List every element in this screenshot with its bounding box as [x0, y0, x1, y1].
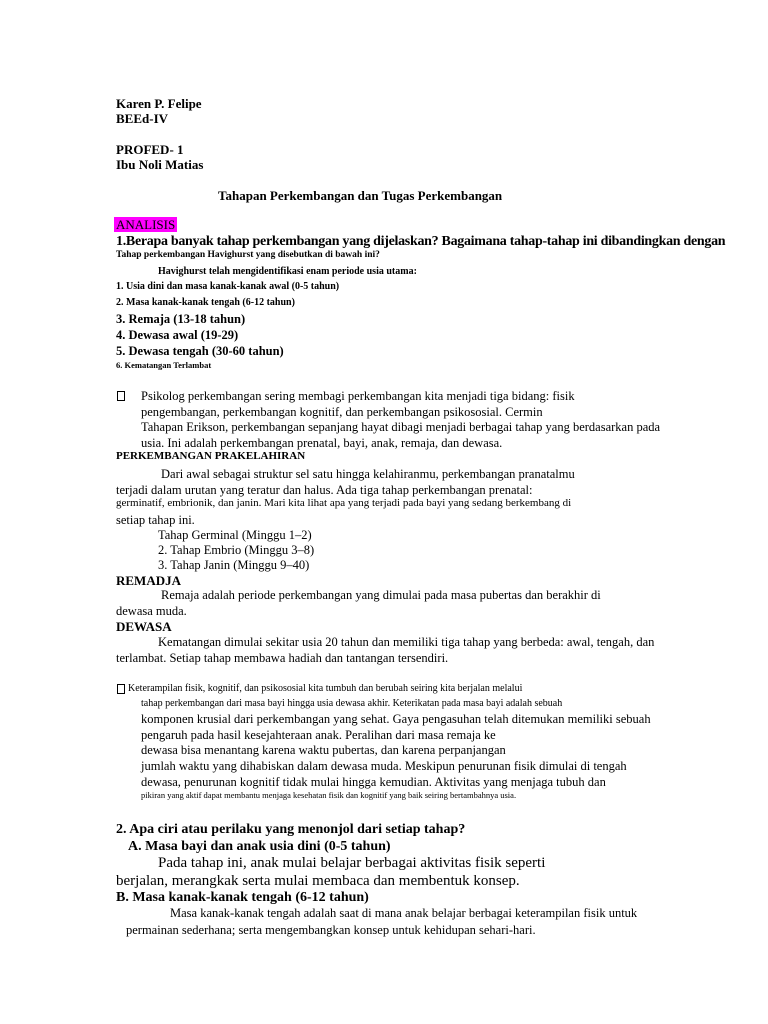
- paragraph-line: permainan sederhana; serta mengembangkan konsep untuk kehidupan sehari-hari.: [126, 923, 536, 937]
- stage-item: 6. Kematangan Terlambat: [116, 360, 212, 370]
- paragraph-line: germinatif, embrionik, dan janin. Mari kita lihat apa yang terjadi pada bayi yang sedang berkembang di: [116, 497, 572, 509]
- paragraph-line: tahap perkembangan dari masa bayi hingga usia dewasa akhir. Keterikatan pada masa bayi adalah sebuah: [141, 698, 563, 709]
- paragraph-line: pengaruh pada hasil kesejahteraan anak. Peralihan dari masa remaja ke: [141, 728, 496, 742]
- question-2: 2. Apa ciri atau perilaku yang menonjol dari setiap tahap?: [116, 822, 466, 837]
- paragraph-line: dewasa muda.: [116, 604, 187, 618]
- section-heading-dewasa: DEWASA: [116, 619, 172, 634]
- paragraph-line: berjalan, merangkak serta mulai membaca dan membentuk konsep.: [116, 873, 520, 889]
- paragraph-line: Pada tahap ini, anak mulai belajar berbagai aktivitas fisik seperti: [158, 855, 546, 871]
- bullet-box-icon: [117, 684, 125, 694]
- stage-item: 2. Masa kanak-kanak tengah (6-12 tahun): [116, 297, 295, 308]
- paragraph-line: Masa kanak-kanak tengah adalah saat di mana anak belajar berbagai keterampilan fisik untuk: [170, 906, 638, 920]
- bullet-box-icon: [117, 391, 125, 401]
- author-name: Karen P. Felipe: [116, 96, 202, 111]
- analysis-label: ANALISIS: [116, 217, 176, 232]
- paragraph-line: Psikolog perkembangan sering membagi perkembangan kita menjadi tiga bidang: fisik: [141, 389, 575, 403]
- q2-heading-a: A. Masa bayi dan anak usia dini (0-5 tahun): [128, 839, 391, 854]
- instructor-name: Ibu Noli Matias: [116, 157, 204, 172]
- paragraph-line: dewasa bisa menantang karena waktu pubertas, dan karena perpanjangan: [141, 743, 506, 757]
- paragraph-line: Remaja adalah periode perkembangan yang dimulai pada masa pubertas dan berakhir di: [161, 588, 601, 602]
- question-1-intro: Tahap perkembangan Havighurst yang disebutkan di bawah ini?: [116, 250, 380, 260]
- stage-item: 1. Usia dini dan masa kanak-kanak awal (0-5 tahun): [116, 281, 340, 292]
- paragraph-line: pengembangan, perkembangan kognitif, dan perkembangan psikososial. Cermin: [141, 405, 543, 419]
- paragraph-line: Kematangan dimulai sekitar usia 20 tahun dan memiliki tiga tahap yang berbeda: awal, tengah, dan: [158, 635, 655, 649]
- paragraph-line: terjadi dalam urutan yang teratur dan halus. Ada tiga tahap perkembangan prenatal:: [116, 483, 533, 497]
- paragraph-line: setiap tahap ini.: [116, 513, 195, 527]
- paragraph-line: usia. Ini adalah perkembangan prenatal, bayi, anak, remaja, dan dewasa.: [141, 436, 503, 450]
- paragraph-line: jumlah waktu yang dihabiskan dalam dewasa muda. Meskipun penurunan fisik dimulai di tengah: [141, 759, 627, 773]
- q2-heading-b: B. Masa kanak-kanak tengah (6-12 tahun): [116, 890, 369, 905]
- prenatal-stage: 2. Tahap Embrio (Minggu 3–8): [158, 543, 315, 557]
- section-heading-prenatal: PERKEMBANGAN PRAKELAHIRAN: [116, 450, 306, 462]
- section-heading-remaja: REMADJA: [116, 573, 181, 588]
- stage-item: 5. Dewasa tengah (30-60 tahun): [116, 344, 284, 358]
- paragraph-line: Keterampilan fisik, kognitif, dan psikososial kita tumbuh dan berubah seiring kita berjalan melalui: [128, 683, 523, 694]
- course-label: BEEd-IV: [116, 111, 169, 126]
- document-title: Tahapan Perkembangan dan Tugas Perkembangan: [218, 188, 503, 203]
- paragraph-line: komponen krusial dari perkembangan yang sehat. Gaya pengasuhan telah ditemukan memiliki sebuah: [141, 712, 651, 726]
- havighurst-intro: Havighurst telah mengidentifikasi enam periode usia utama:: [158, 266, 417, 277]
- stage-item: 4. Dewasa awal (19-29): [116, 328, 239, 342]
- paragraph-line: pikiran yang aktif dapat membantu menjaga kesehatan fisik dan kognitif yang baik seiring bertambahnya usia.: [141, 790, 517, 800]
- subject-label: PROFED- 1: [116, 142, 184, 157]
- prenatal-stage: Tahap Germinal (Minggu 1–2): [158, 528, 312, 542]
- paragraph-line: dewasa, penurunan kognitif tidak mulai hingga kemudian. Aktivitas yang menjaga tubuh dan: [141, 775, 606, 789]
- stage-item: 3. Remaja (13-18 tahun): [116, 312, 246, 326]
- paragraph-line: terlambat. Setiap tahap membawa hadiah dan tantangan tersendiri.: [116, 651, 449, 665]
- paragraph-line: Dari awal sebagai struktur sel satu hingga kelahiranmu, perkembangan pranatalmu: [161, 467, 575, 481]
- question-1: 1.Berapa banyak tahap perkembangan yang dijelaskan? Bagaimana tahap-tahap ini dibandingkan dengan: [116, 234, 726, 249]
- prenatal-stage: 3. Tahap Janin (Minggu 9–40): [158, 558, 310, 572]
- paragraph-line: Tahapan Erikson, perkembangan sepanjang hayat dibagi menjadi berbagai tahap yang berdasarkan pada: [141, 420, 661, 434]
